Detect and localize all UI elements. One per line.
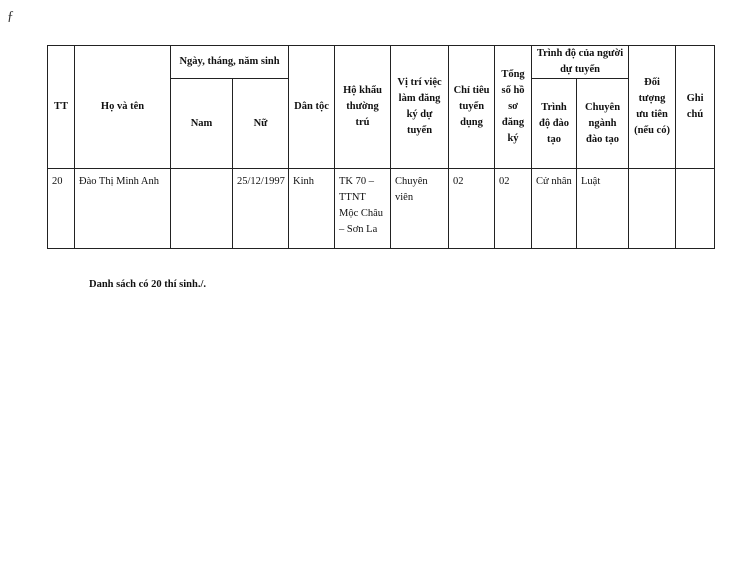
cell-tong-so: 02 (495, 169, 532, 249)
header-ghi-chu: Ghi chú (676, 46, 715, 169)
scan-mark: ƒ (7, 9, 14, 24)
header-tt: TT (48, 46, 75, 169)
cell-chi-tieu: 02 (449, 169, 495, 249)
header-ngay-sinh: Ngày, tháng, năm sinh (171, 46, 289, 79)
header-dan-toc: Dân tộc (289, 46, 335, 169)
cell-ho-khau: TK 70 – TTNT Mộc Châu – Sơn La (335, 169, 391, 249)
cell-doi-tuong (629, 169, 676, 249)
header-nam: Nam (171, 79, 233, 169)
cell-vi-tri: Chuyên viên (391, 169, 449, 249)
header-chi-tieu: Chỉ tiêu tuyển dụng (449, 46, 495, 169)
header-vi-tri: Vị trí việc làm đăng ký dự tuyển (391, 46, 449, 169)
cell-nu: 25/12/1997 (233, 169, 289, 249)
table-row (48, 169, 715, 249)
cell-dan-toc: Kinh (289, 169, 335, 249)
cell-ho-va-ten: Đào Thị Minh Anh (75, 169, 171, 249)
header-doi-tuong: Đối tượng ưu tiên (nếu có) (629, 46, 676, 169)
candidate-table (47, 45, 715, 249)
header-chuyen-nganh: Chuyên ngành đào tạo (577, 79, 629, 169)
header-trinh-do-dao-tao: Trình độ đào tạo (532, 79, 577, 169)
cell-nam (171, 169, 233, 249)
header-ho-va-ten: Họ và tên (75, 46, 171, 169)
cell-tt: 20 (48, 169, 75, 249)
header-nu: Nữ (233, 79, 289, 169)
header-ho-khau: Hộ khẩu thường trú (335, 46, 391, 169)
cell-chuyen-nganh: Luật (577, 169, 629, 249)
cell-trinh-do-dao-tao: Cử nhân (532, 169, 577, 249)
header-tong-so: Tổng số hồ sơ đăng ký (495, 46, 532, 169)
header-trinh-do-group: Trình độ của người dự tuyển (532, 46, 629, 79)
cell-ghi-chu (676, 169, 715, 249)
footer-note: Danh sách có 20 thí sinh./. (89, 279, 206, 290)
